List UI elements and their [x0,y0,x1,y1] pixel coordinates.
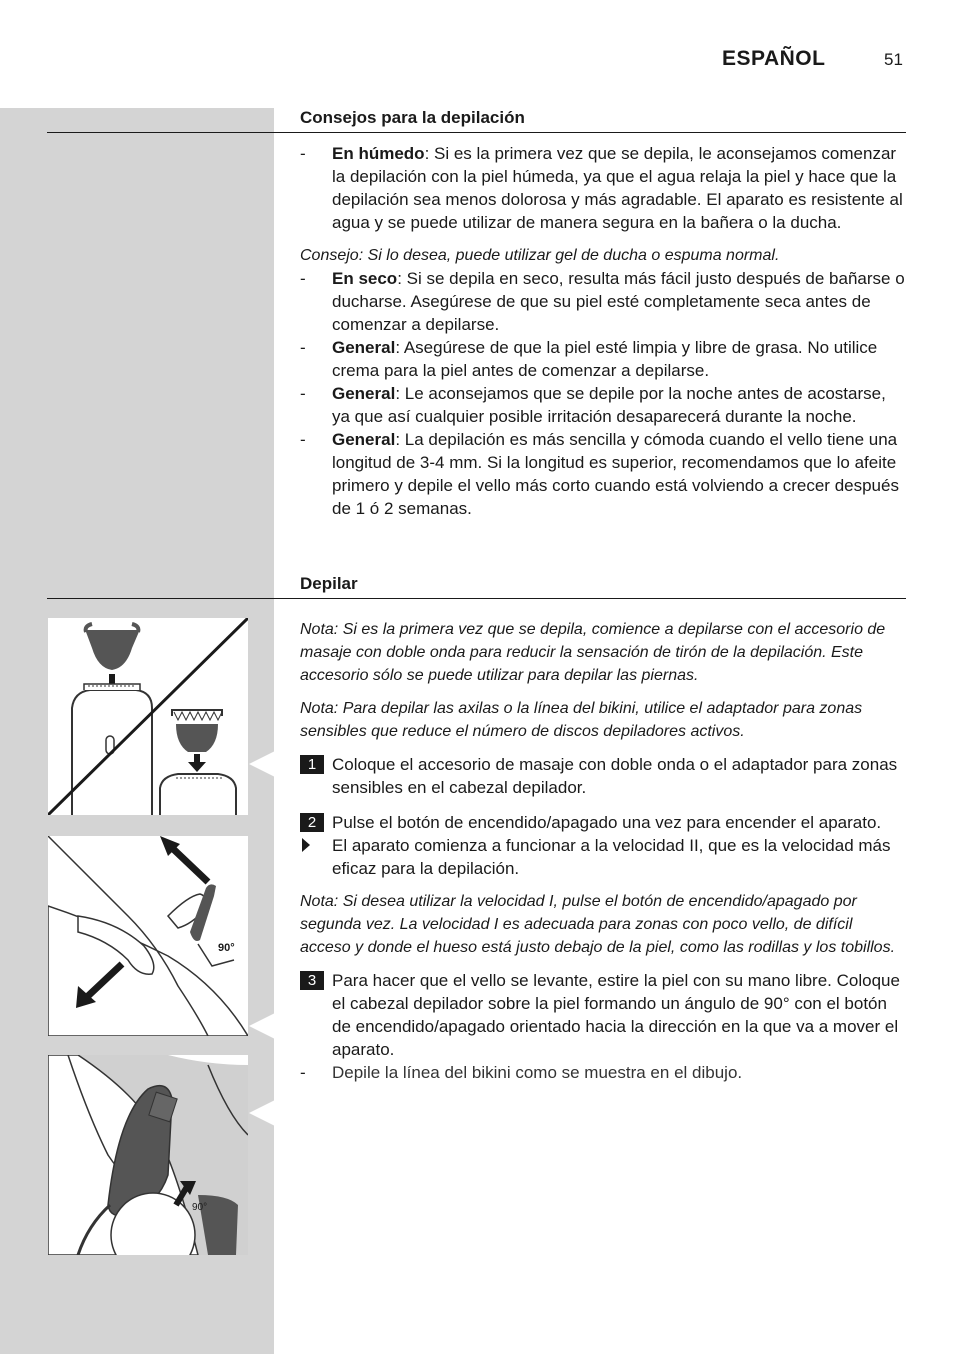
figure-bikini [48,1055,248,1255]
step-1-text: Coloque el accesorio de masaje con doble onda o el adaptador para zonas sensibles en el cabezal depilador. [332,755,898,797]
list-item-general-1 [300,336,906,382]
note-1: Nota: Si es la primera vez que se depila, comience a depilarse con el accesorio de masaje con doble onda para reducir la sensación de tirón de la depilación. Este accesorio sólo se puede utilizar para depilar las piernas. [300,621,886,684]
section-title-tips: Consejos para la depilación [300,108,525,127]
step-2 [300,811,906,834]
depilar-body [300,618,906,1084]
bikini-text: Depile la línea del bikini como se muestra en el dibujo. [332,1063,743,1082]
step-number: 1 [300,755,324,774]
tips-body [300,142,906,520]
list-item-bikini [300,1061,906,1084]
angle-label: 90° [192,1202,208,1213]
dash-bullet: - [300,1063,306,1082]
header-language: ESPAÑOL [722,47,826,70]
list-item-general-2 [300,382,906,428]
figure-pointer [249,1013,275,1039]
section-title-depilar: Depilar [300,574,358,593]
term-wet: En húmedo [332,144,425,163]
term-general: General [332,338,396,357]
step-2-text: Pulse el botón de encendido/apagado una vez para encender el aparato. [332,813,882,832]
dash-bullet: - [300,269,306,288]
step-number: 3 [300,971,324,990]
text-general-1: : Asegúrese de que la piel esté limpia y libre de grasa. No utilice crema para la piel antes de comenzar a depilarse. [332,338,878,380]
text-general-2: : Le aconsejamos que se depile por la noche antes de acostarse, ya que así cualquier posible irritación desaparecerá durante la noche. [332,384,886,426]
leg-illustration [48,836,248,1036]
dash-bullet: - [300,384,306,403]
step-3 [300,969,906,1061]
term-general: General [332,384,396,403]
figure-pointer [249,1100,275,1126]
step-1 [300,753,906,799]
result-text: El aparato comienza a funcionar a la velocidad II, que es la velocidad más eficaz para la depilación. [332,836,891,878]
note-3: Nota: Si desea utilizar la velocidad I, pulse el botón de encendido/apagado por segunda vez. La velocidad I es adecuada para zonas con poco vello, de difícil acceso y donde el hueso está justo debajo de la piel, como las rodillas y los tobillos. [300,893,896,956]
step-3-text: Para hacer que el vello se levante, estire la piel con su mano libre. Coloque el cabezal depilador sobre la piel formando un ángulo de 90° con el botón de encendido/apagado orientado hacia la dirección en la que va a mover el aparato. [332,971,900,1059]
term-general: General [332,430,396,449]
term-dry: En seco [332,269,398,288]
text-wet: : Si es la primera vez que se depila, le aconsejamos comenzar la depilación con la piel húmeda, ya que el agua relaja la piel y hace que la depilación sea menos dolorosa y más agradable. El aparato es resistente al agua y se puede utilizar de manera segura en la bañera o la ducha. [332,144,903,232]
dash-bullet: - [300,338,306,357]
list-item-dry [300,267,906,336]
section-rule [47,598,906,599]
figure-leg [48,836,248,1036]
dash-bullet: - [300,144,306,163]
text-general-3: : La depilación es más sencilla y cómoda cuando el vello tiene una longitud de 3-4 mm. Si la longitud es superior, recomendamos que lo afeite primero y depile el vello más corto cuando está volviendo a crecer después de 1 ó 2 semanas. [332,430,899,518]
attachments-illustration [48,618,248,815]
bikini-illustration [48,1055,248,1255]
text-dry: : Si se depila en seco, resulta más fácil justo después de bañarse o ducharse. Asegúrese de que su piel esté completamente seca antes de comenzar a depilarse. [332,269,905,334]
note-2: Nota: Para depilar las axilas o la línea del bikini, utilice el adaptador para zonas sensibles que reduce el número de discos depiladores activos. [300,700,863,740]
step-number: 2 [300,813,324,832]
result-arrow-icon [302,838,310,852]
tip-text: Consejo: Si lo desea, puede utilizar gel de ducha o espuma normal. [300,247,780,264]
dash-bullet: - [300,430,306,449]
list-item-general-3 [300,428,906,520]
result-item [300,834,906,880]
figure-pointer [249,751,275,777]
figure-attachments [48,618,248,815]
page-number: 51 [884,50,903,69]
list-item-wet [300,142,906,234]
angle-label: 90° [218,942,235,954]
section-rule [47,132,906,133]
